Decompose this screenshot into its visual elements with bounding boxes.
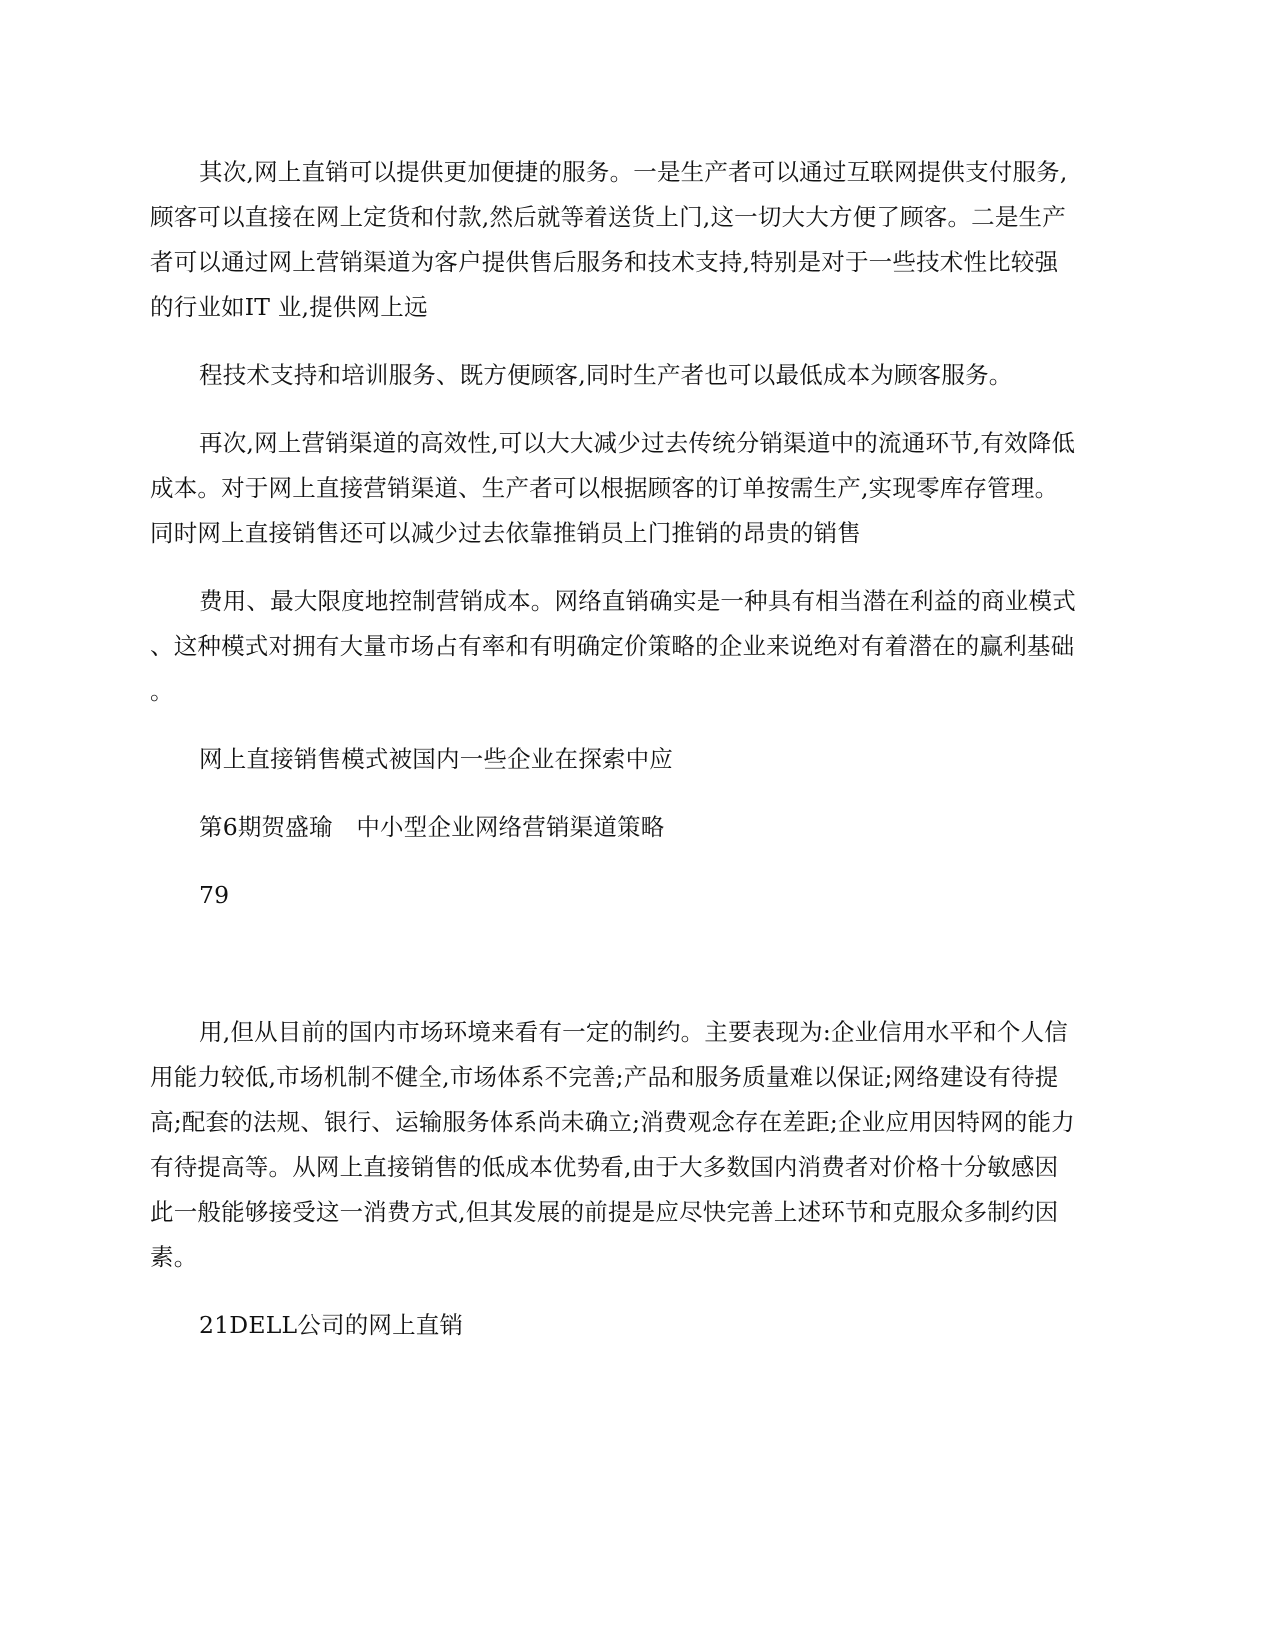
text-line: 的行业如IT 业,提供网上远 [150,293,428,321]
text-line: 其次,网上直销可以提供更加便捷的服务。一是生产者可以通过互联网提供支付服务, [199,158,1068,186]
text-line: 、这种模式对拥有大量市场占有率和有明确定价策略的企业来说绝对有着潜在的赢利基础 [150,632,1075,660]
text-line: 顾客可以直接在网上定货和付款,然后就等着送货上门,这一切大大方便了顾客。二是生产 [150,203,1066,231]
text-line: 网上直接销售模式被国内一些企业在探索中应 [199,745,673,773]
text-line: 再次,网上营销渠道的高效性,可以大大减少过去传统分销渠道中的流通环节,有效降低 [199,429,1076,457]
text-line: 高;配套的法规、银行、运输服务体系尚未确立;消费观念存在差距;企业应用因特网的能力 [150,1108,1075,1136]
text-line: 费用、最大限度地控制营销成本。网络直销确实是一种具有相当潜在利益的商业模式 [199,587,1076,615]
text-line: 程技术支持和培训服务、既方便顾客,同时生产者也可以最低成本为顾客服务。 [199,361,1013,389]
text-line: 。 [150,677,174,705]
page-number-text: 79 [199,881,230,909]
section-heading-text: 21DELL公司的网上直销 [199,1311,464,1339]
text-line: 者可以通过网上营销渠道为客户提供售后服务和技术支持,特别是对于一些技术性比较强 [150,248,1059,276]
text-line: 同时网上直接销售还可以减少过去依靠推销员上门推销的昂贵的销售 [150,519,861,547]
text-line: 有待提高等。从网上直接销售的低成本优势看,由于大多数国内消费者对价格十分敏感因 [150,1153,1059,1181]
text-line: 成本。对于网上直接营销渠道、生产者可以根据顾客的订单按需生产,实现零库存管理。 [150,474,1059,502]
text-line: 此一般能够接受这一消费方式,但其发展的前提是应尽快完善上述环节和克服众多制约因 [150,1198,1059,1226]
text-line: 用,但从目前的国内市场环境来看有一定的制约。主要表现为:企业信用水平和个人信 [199,1018,1068,1046]
journal-issue-title: 第6期贺盛瑜 中小型企业网络营销渠道策略 [199,813,665,841]
text-line: 用能力较低,市场机制不健全,市场体系不完善;产品和服务质量难以保证;网络建设有待提 [150,1063,1059,1091]
text-line: 素。 [150,1243,198,1271]
